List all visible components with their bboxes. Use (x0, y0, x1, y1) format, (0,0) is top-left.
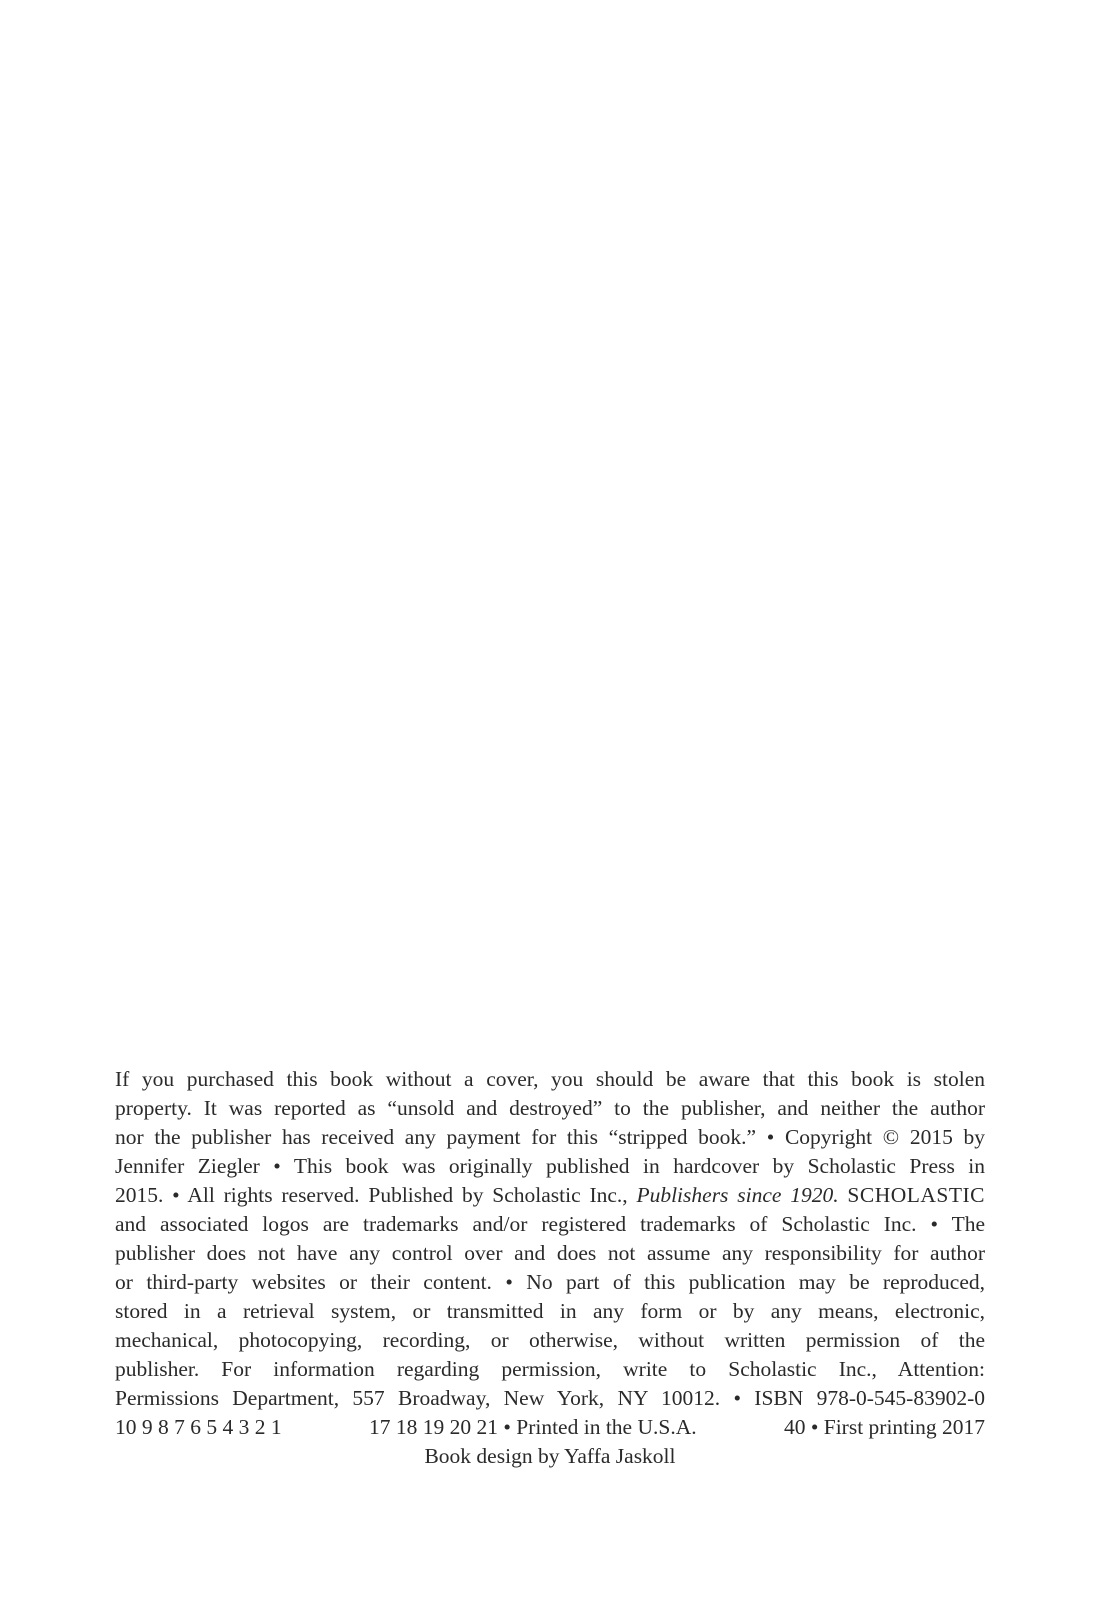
copyright-line-12: Permissions Department, 557 Broadway, New York, NY 10012. • ISBN 978-0-545-83902-0 (115, 1386, 985, 1410)
copyright-line-5-text: 2015. • All rights reserved. Published by Scholastic Inc., (115, 1183, 637, 1207)
edition-info: 40 • First printing 2017 (783, 1415, 985, 1439)
copyright-line-5 (115, 1181, 985, 1210)
publishers-since: Publishers since 1920. (636, 1183, 839, 1207)
copyright-block (115, 1065, 985, 1471)
copyright-line-4: Jennifer Ziegler • This book was originally published in hardcover by Scholastic Press in (115, 1154, 985, 1178)
copyright-line-1: If you purchased this book without a cover, you should be aware that this book is stolen (115, 1067, 985, 1091)
copyright-line-11: publisher. For information regarding permission, write to Scholastic Inc., Attention: (115, 1357, 985, 1381)
print-key: 10 9 8 7 6 5 4 3 2 1 (115, 1415, 282, 1439)
copyright-line-9: stored in a retrieval system, or transmitted in any form or by any means, electronic, (115, 1299, 985, 1323)
copyright-line-2: property. It was reported as “unsold and destroyed” to the publisher, and neither the author (115, 1096, 985, 1120)
copyright-line-8: or third-party websites or their content. • No part of this publication may be reproduced, (115, 1270, 985, 1294)
book-design-credit: Book design by Yaffa Jaskoll (424, 1444, 676, 1468)
copyright-line-10: mechanical, photocopying, recording, or otherwise, without written permission of the (115, 1328, 985, 1352)
printing-line (115, 1413, 985, 1442)
copyright-line-6: and associated logos are trademarks and/or registered trademarks of Scholastic Inc. • The (115, 1212, 985, 1236)
year-key: 17 18 19 20 21 • Printed in the U.S.A. (368, 1415, 697, 1439)
scholastic-logo-text: SCHOLASTIC (847, 1183, 986, 1207)
copyright-line-7: publisher does not have any control over and does not assume any responsibility for author (115, 1241, 985, 1265)
copyright-line-3: nor the publisher has received any payment for this “stripped book.” • Copyright © 2015 by (115, 1125, 985, 1149)
